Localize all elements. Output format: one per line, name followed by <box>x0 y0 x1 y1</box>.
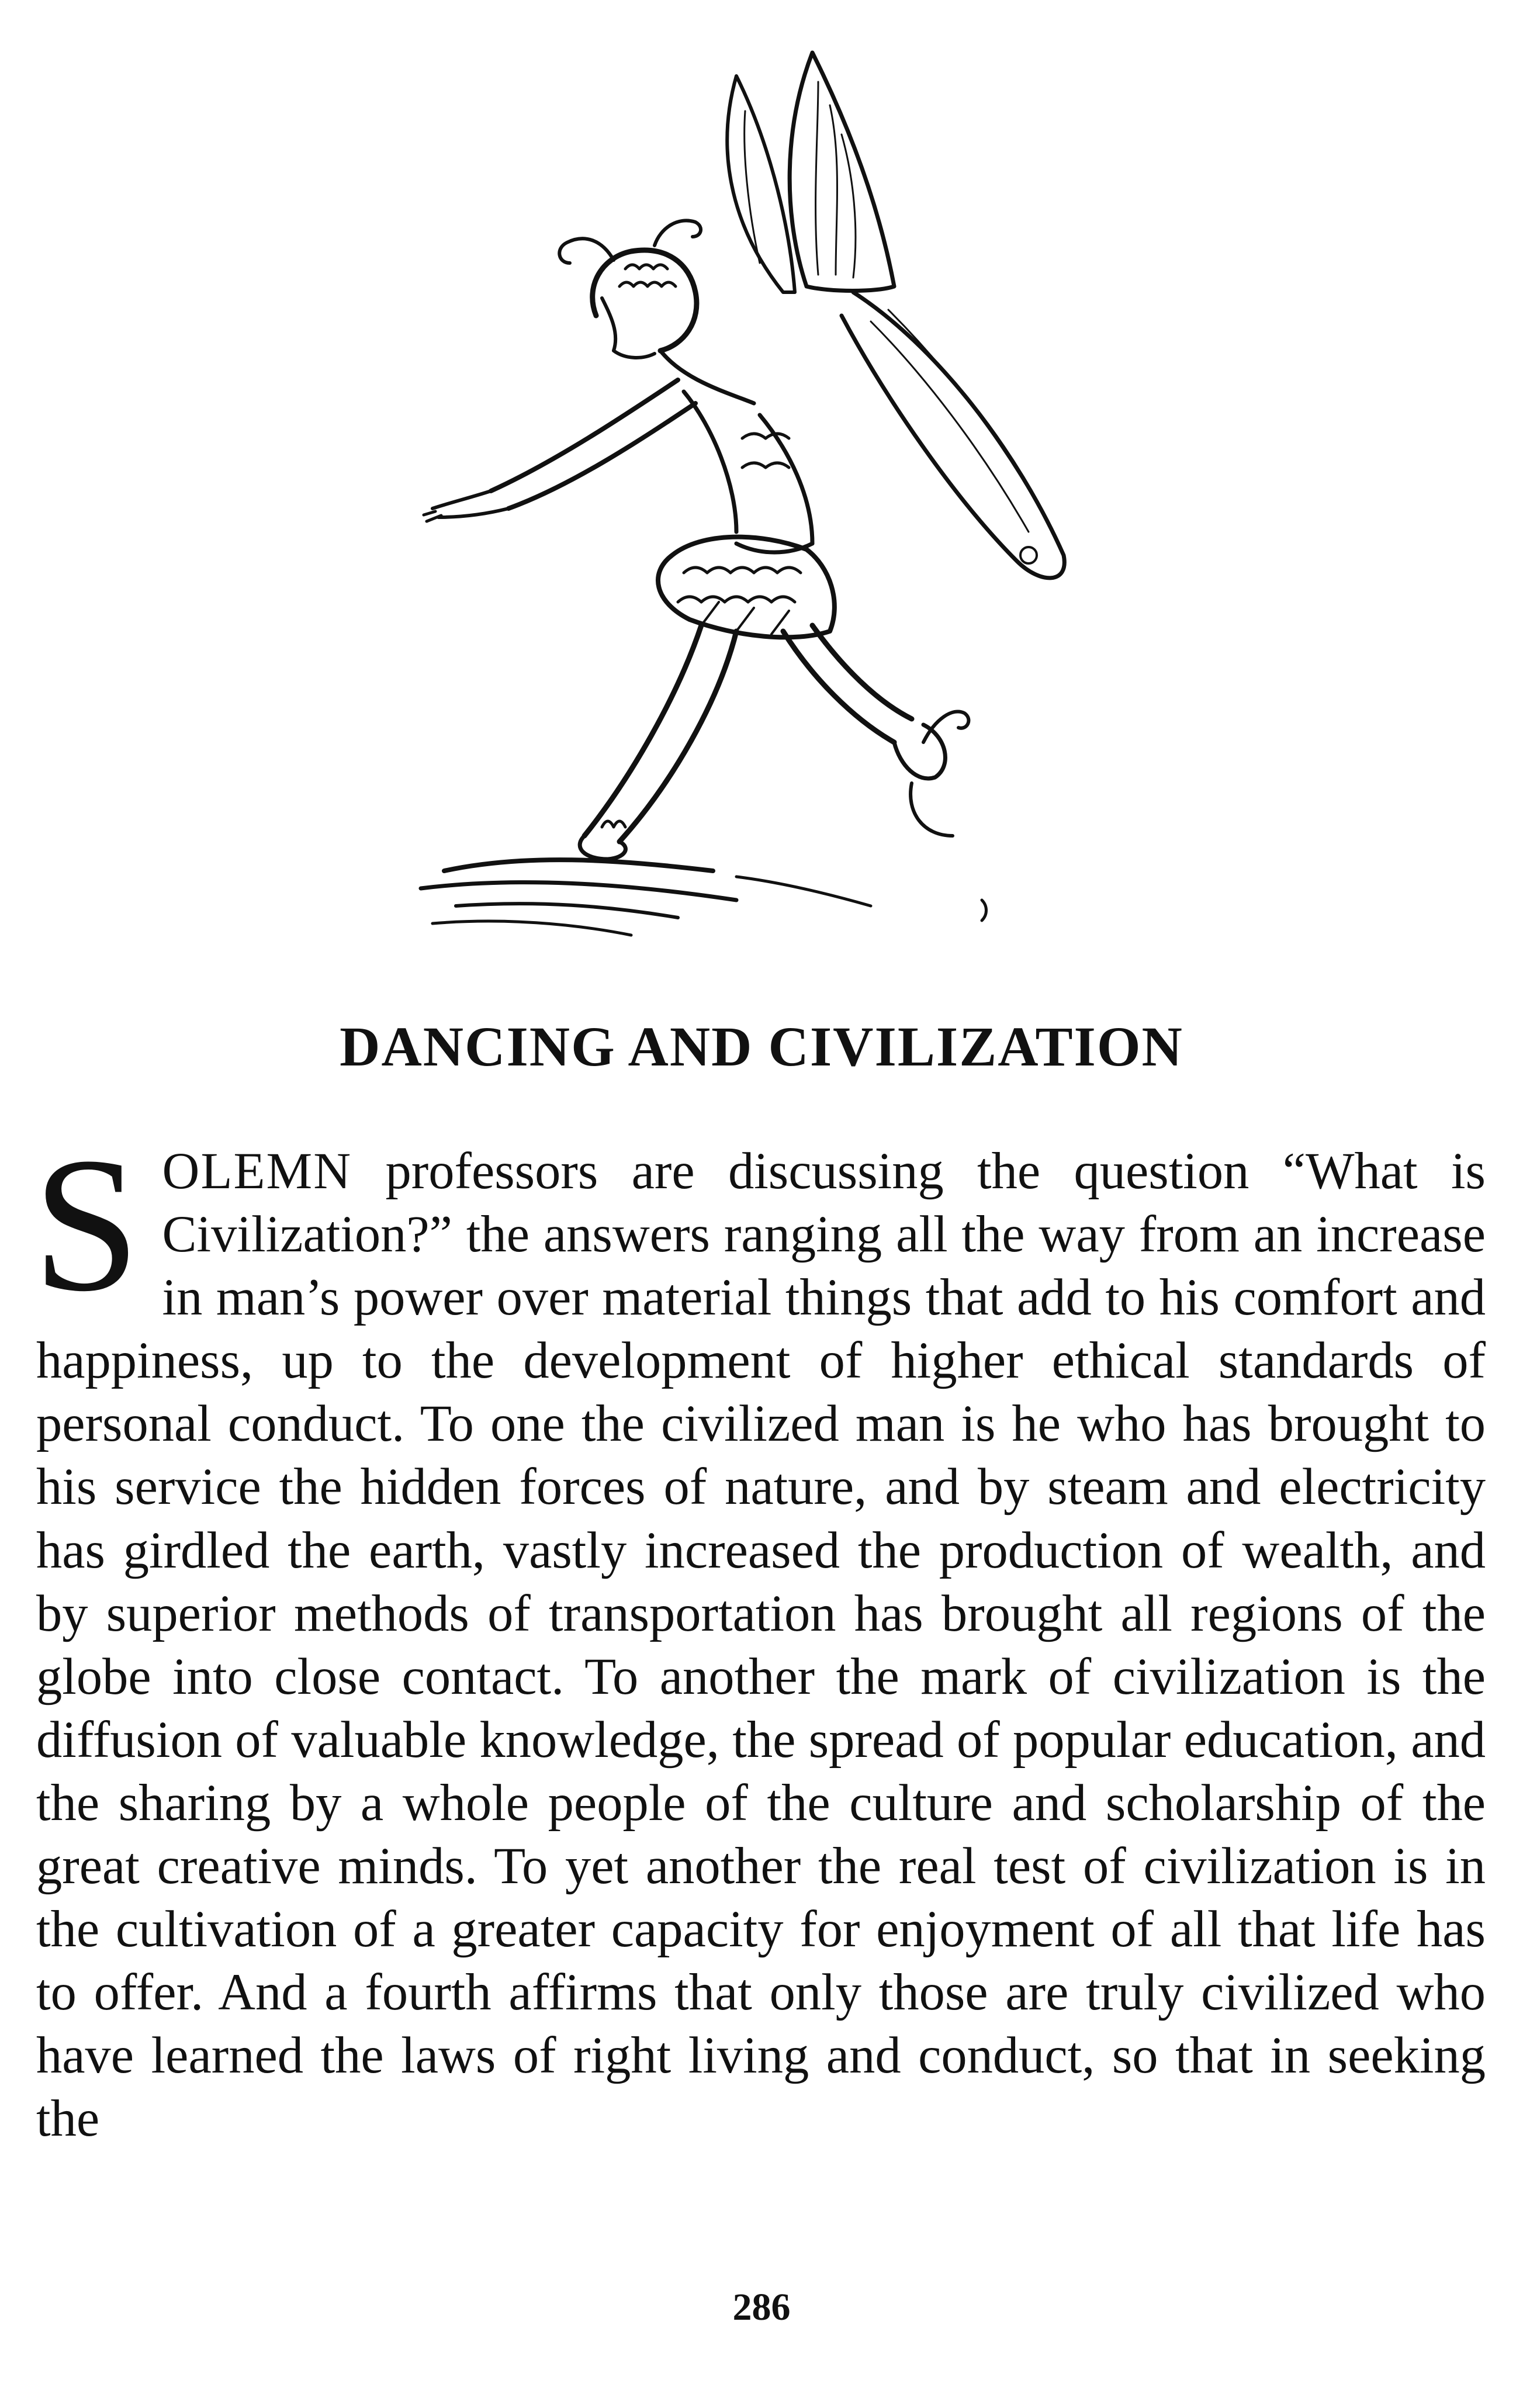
fairy-dancer-illustration <box>409 41 1145 953</box>
chapter-title: DANCING AND CIVILIZATION <box>340 1015 1183 1078</box>
page-number: 286 <box>732 2286 791 2329</box>
opening-word: OLEMN <box>162 1143 352 1200</box>
paragraph-text: professors are discussing the question “What is Civilization?” the answers ranging all the way from an increase in man’s power over material things that add to his comfort and happiness, up to the development of higher ethical standards of personal conduct. To one the civilized man is he who has brought to his service the hidden forces of nature, and by steam and electricity has girdled the earth, vastly increased the production of wealth, and by superior methods of transportation has brought all regions of the globe into close contact. To another the mark of civilization is the diffusion of valuable knowledge, the spread of popular education, and the sharing by a whole people of the culture and scholarship of the great creative minds. To yet another the real test of civilization is in the cultivation of a greater capacity for enjoyment of all that life has to offer. And a fourth affirms that only those are truly civilized who have learned the laws of right living and conduct, so that in seeking the <box>36 1143 1486 2148</box>
body-paragraph <box>33 1118 1486 2151</box>
drop-cap: S <box>33 1118 140 1331</box>
